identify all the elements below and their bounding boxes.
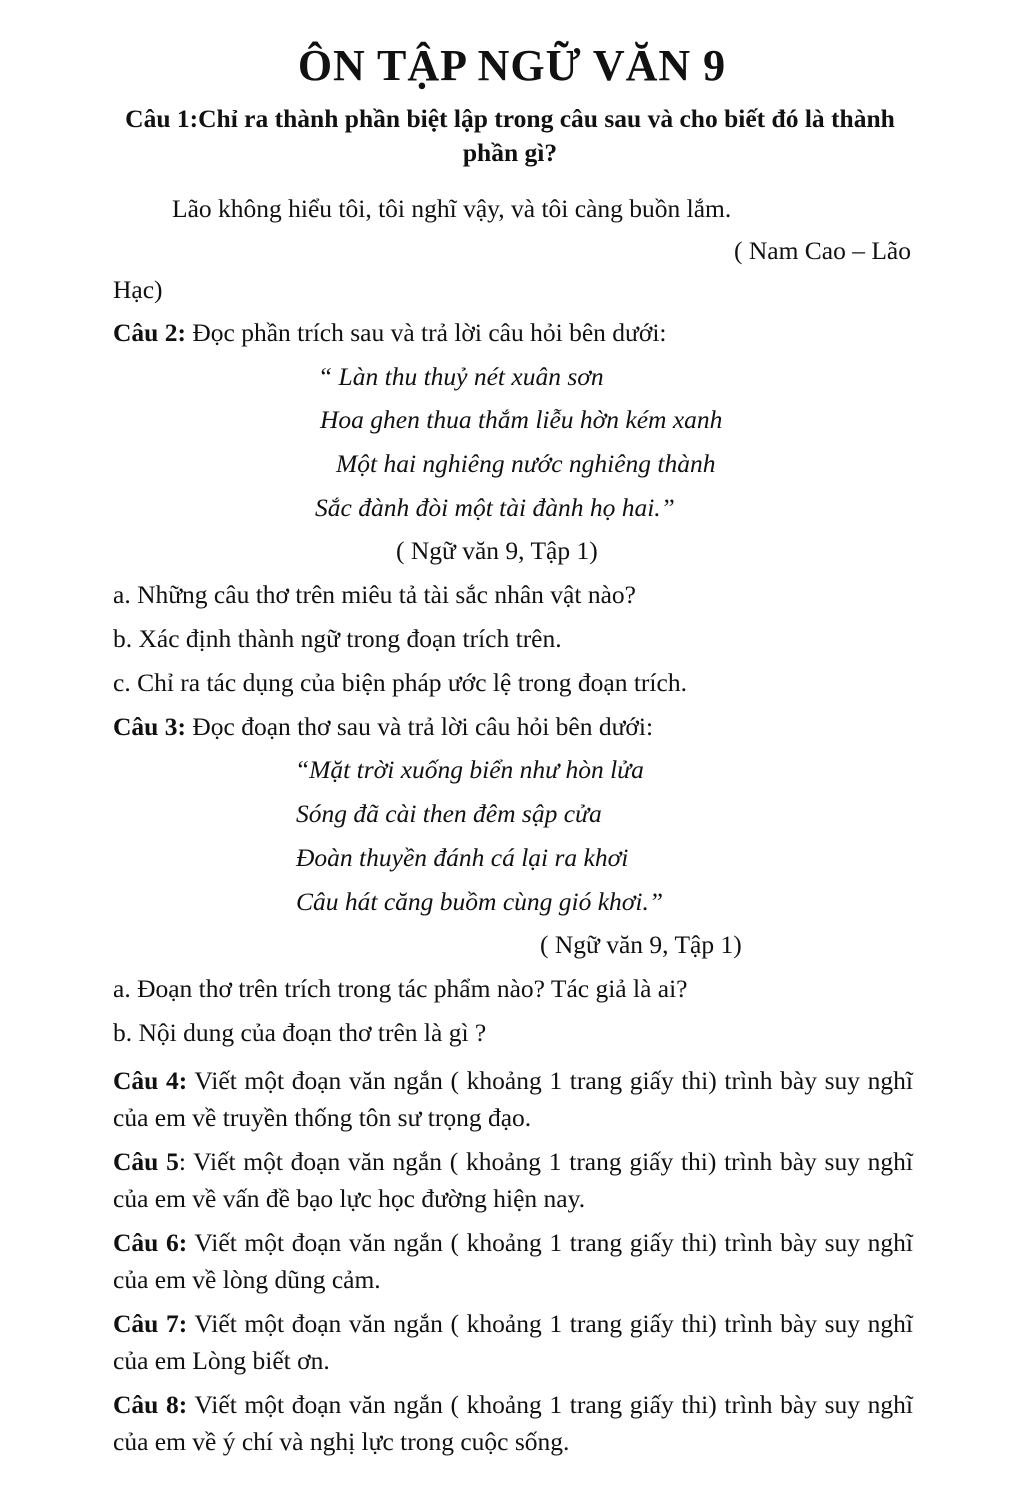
question-3-label: Câu 3: — [113, 712, 186, 741]
question-3-item-b: b. Nội dung của đoạn thơ trên là gì ? — [113, 1018, 487, 1047]
question-3-text: Đọc đoạn thơ sau và trả lời câu hỏi bên dưới: — [185, 712, 654, 741]
question-2-poem-line: Sắc đành đòi một tài đành họ hai.” — [315, 493, 675, 522]
question-1-label: Câu 1: — [125, 104, 199, 133]
question-4 — [113, 1062, 913, 1136]
question-3-poem-line: “Mặt trời xuống biển như hòn lửa — [295, 755, 644, 784]
question-1-text: Chỉ ra thành phần biệt lập trong câu sau và cho biết đó là thành phần gì? — [198, 104, 895, 167]
question-2-prompt — [113, 318, 667, 348]
question-8-text: Viết một đoạn văn ngắn ( khoảng 1 trang giấy thi) trình bày suy nghĩ của em về ý chí và nghị lực trong cuộc sống. — [113, 1390, 914, 1456]
question-3-source: ( Ngữ văn 9, Tập 1) — [540, 930, 742, 959]
question-2-text: Đọc phần trích sau và trả lời câu hỏi bên dưới: — [185, 318, 667, 347]
question-6 — [113, 1224, 913, 1298]
question-2-source: ( Ngữ văn 9, Tập 1) — [396, 536, 598, 565]
question-2-item-a: a. Những câu thơ trên miêu tả tài sắc nhân vật nào? — [113, 580, 636, 609]
question-4-label: Câu 4: — [113, 1066, 188, 1095]
question-5-label: Câu 5 — [113, 1147, 179, 1176]
question-2-poem-line: Hoa ghen thua thắm liễu hờn kém xanh — [320, 405, 723, 434]
question-3-item-a: a. Đoạn thơ trên trích trong tác phẩm nào? Tác giả là ai? — [113, 974, 688, 1003]
question-7-text: Viết một đoạn văn ngắn ( khoảng 1 trang giấy thi) trình bày suy nghĩ của em Lòng biết ơn. — [113, 1309, 914, 1375]
question-5-text: : Viết một đoạn văn ngắn ( khoảng 1 trang giấy thi) trình bày suy nghĩ của em về vấn đề bạo lực học đường hiện nay. — [113, 1147, 913, 1213]
question-5 — [113, 1143, 913, 1217]
question-8 — [113, 1386, 913, 1460]
question-4-text: Viết một đoạn văn ngắn ( khoảng 1 trang giấy thi) trình bày suy nghĩ của em về truyền thống tôn sư trọng đạo. — [113, 1066, 914, 1132]
question-2-poem-line: Một hai nghiêng nước nghiêng thành — [336, 449, 716, 478]
question-2-item-c: c. Chỉ ra tác dụng của biện pháp ước lệ trong đoạn trích. — [113, 668, 687, 697]
question-1-sentence: Lão không hiểu tôi, tôi nghĩ vậy, và tôi càng buồn lắm. — [172, 194, 732, 223]
question-1-source: ( Nam Cao – Lão — [733, 236, 911, 265]
question-1-prompt — [110, 102, 910, 170]
question-2-label: Câu 2: — [113, 318, 186, 347]
question-2-item-b: b. Xác định thành ngữ trong đoạn trích trên. — [113, 624, 562, 653]
question-2-poem-line: “ Làn thu thuỷ nét xuân sơn — [318, 362, 604, 391]
page-title: ÔN TẬP NGỮ VĂN 9 — [297, 41, 727, 90]
question-7 — [113, 1305, 913, 1379]
question-3-prompt — [113, 712, 653, 742]
question-7-label: Câu 7: — [113, 1309, 188, 1338]
question-8-label: Câu 8: — [113, 1390, 188, 1419]
question-3-poem-line: Câu hát căng buồm cùng gió khơi.” — [296, 887, 664, 916]
question-3-poem-line: Sóng đã cài then đêm sập cửa — [296, 799, 602, 828]
question-6-label: Câu 6: — [113, 1228, 188, 1257]
question-1-source-cont: Hạc) — [113, 275, 163, 304]
question-6-text: Viết một đoạn văn ngắn ( khoảng 1 trang giấy thi) trình bày suy nghĩ của em về lòng dũng cảm. — [113, 1228, 914, 1294]
question-3-poem-line: Đoàn thuyền đánh cá lại ra khơi — [296, 843, 629, 872]
